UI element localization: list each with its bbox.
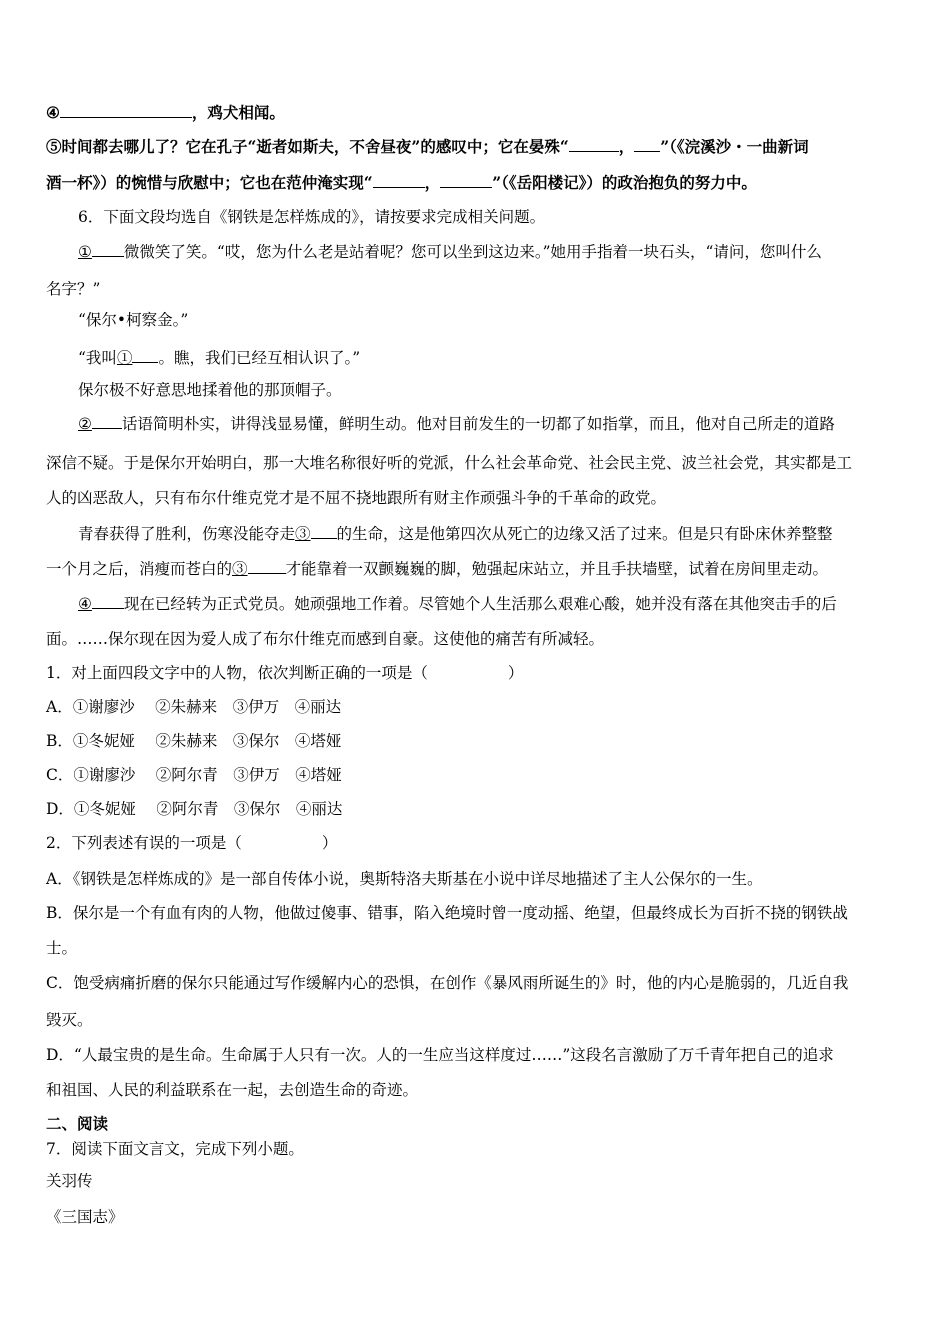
q6-para6 [78, 522, 908, 545]
para7-text: 现在已经转为正式党员。她顽强地工作着。尽管她个人生活那么艰难心酸，她并没有落在其他突击手的后 [123, 595, 837, 613]
sub2-option-b-cont: 士。 [46, 939, 78, 957]
answer-blank [92, 592, 124, 609]
sub1-close-paren: ） [507, 664, 524, 682]
sub2-option-c[interactable]: C．饱受病痛折磨的保尔只能通过写作缓解内心的恐惧，在创作《暴风雨所诞生的》时，他的内心是脆弱的，几近自我 [46, 974, 849, 992]
q7-intro: 7．阅读下面文言文，完成下列小题。 [46, 1140, 304, 1158]
fill-5-text-a: ⑤时间都去哪儿了？它在孔子“逝者如斯夫，不舍昼夜”的感叹中；它在晏殊“ [46, 137, 569, 156]
answer-blank [248, 557, 286, 574]
q6-para6-cont [46, 557, 908, 580]
sub1-option-d[interactable]: D．①冬妮娅 ②阿尔青 ③保尔 ④丽达 [46, 800, 343, 818]
blank-marker-2: ② [78, 415, 92, 433]
para3-text-b: 。瞧，我们已经互相认识了。” [158, 349, 361, 367]
sub1-question-text: 1．对上面四段文字中的人物，依次判断正确的一项是（ [46, 664, 428, 682]
sub1-question [46, 662, 908, 684]
section-heading: 二、阅读 [46, 1114, 109, 1133]
sub2-option-a[interactable]: A．《钢铁是怎样炼成的》是一部自传体小说，奥斯特洛夫斯基在小说中详尽地描述了主人公保尔的一生。 [46, 870, 763, 888]
sub2-option-d-cont: 和祖国、人民的利益联系在一起，去创造生命的奇迹。 [46, 1081, 419, 1099]
fill-4-text: ，鸡犬相闻。 [191, 103, 285, 122]
q6-para5-cont2: 人的凶恶敌人，只有布尔什维克党才是不屈不挠地跟所有财主作顽强斗争的千革命的政党。 [46, 489, 667, 507]
answer-blank [132, 346, 158, 363]
para1-text: 微微笑了笑。“哎，您为什么老是站着呢？您可以坐到这边来。”她用手指着一块石头，“请问，您叫什么 [123, 243, 822, 261]
fill-5-comma-a: ， [618, 137, 635, 156]
answer-blank [92, 412, 122, 429]
fill-5-text-d: ”（《岳阳楼记》）的政治抱负的努力中。 [492, 173, 757, 192]
q6-para1 [78, 240, 908, 263]
sub2-option-c-cont: 毁灭。 [46, 1011, 93, 1029]
answer-blank [373, 171, 425, 188]
q6-para2: “保尔•柯察金。” [78, 311, 189, 329]
answer-blank [311, 522, 337, 539]
fill-blank-5-line1 [46, 135, 908, 158]
q6-para7 [78, 592, 908, 615]
para3-text-a: “我叫 [78, 349, 117, 367]
fill-5-text-b: ”（《浣溪沙・一曲新词 [660, 137, 809, 156]
sub1-option-a[interactable]: A．①谢廖沙 ②朱赫来 ③伊万 ④丽达 [46, 698, 342, 716]
fill-blank-5-line2 [46, 171, 908, 194]
q6-para5-cont1: 深信不疑。于是保尔开始明白，那一大堆名称很好听的党派，什么社会革命党、社会民主党、波兰社会党，其实都是工 [46, 454, 853, 472]
q6-para7-cont: 面。……保尔现在因为爱人成了布尔什维克而感到自豪。这使他的痛苦有所减轻。 [46, 630, 605, 648]
fill-4-number: ④ [46, 103, 60, 122]
para5-text: 话语简明朴实，讲得浅显易懂，鲜明生动。他对目前发生的一切都了如指掌，而且，他对自己所走的道路 [121, 415, 835, 433]
sub2-question [46, 832, 908, 854]
q6-para5 [78, 412, 908, 435]
blank-marker-1: ① [78, 243, 92, 261]
sub2-close-paren: ） [321, 834, 338, 852]
fill-5-comma-b: ， [424, 173, 441, 192]
blank-marker-3: ③ [295, 525, 311, 543]
answer-blank [569, 135, 619, 152]
para6-text-a: 青春获得了胜利，伤寒没能夺走 [78, 525, 296, 543]
para6-text-b: 的生命，这是他第四次从死亡的边缘又活了过来。但是只有卧床休养整整 [336, 525, 833, 543]
blank-marker-3: ③ [232, 560, 248, 578]
para6-text-d: 才能靠着一双颤巍巍的脚，勉强起床站立，并且手扶墙壁，试着在房间里走动。 [285, 560, 829, 578]
sub2-question-text: 2．下列表述有误的一项是（ [46, 834, 242, 852]
sub1-option-b[interactable]: B．①冬妮娅 ②朱赫来 ③保尔 ④塔娅 [46, 732, 342, 750]
blank-marker-4: ④ [78, 595, 92, 613]
q6-intro: 6．下面文段均选自《钢铁是怎样炼成的》，请按要求完成相关问题。 [78, 208, 546, 226]
q6-para3 [78, 346, 908, 369]
answer-blank [634, 135, 660, 152]
passage-title: 关羽传 [46, 1172, 93, 1190]
answer-blank [92, 240, 124, 257]
sub1-option-c[interactable]: C．①谢廖沙 ②阿尔青 ③伊万 ④塔娅 [46, 766, 342, 784]
fill-5-text-c: 酒一杯》）的惋惜与欣慰中；它也在范仲淹实现“ [46, 173, 373, 192]
blank-marker-1: ① [116, 349, 133, 367]
sub2-option-b[interactable]: B．保尔是一个有血有肉的人物，他做过傻事、错事，陷入绝境时曾一度动摇、绝望，但最终成长为百折不挠的钢铁战 [46, 904, 848, 922]
para6-text-c: 一个月之后，消瘦而苍白的 [46, 560, 233, 578]
answer-blank [60, 101, 192, 118]
passage-source: 《三国志》 [46, 1208, 124, 1226]
answer-blank [440, 171, 492, 188]
fill-blank-4 [46, 101, 908, 124]
q6-para4: 保尔极不好意思地揉着他的那顶帽子。 [78, 381, 342, 399]
sub2-option-d[interactable]: D．“人最宝贵的是生命。生命属于人只有一次。人的一生应当这样度过……”这段名言激励了万千青年把自己的追求 [46, 1046, 834, 1064]
q6-para1-cont: 名字？” [46, 280, 101, 298]
